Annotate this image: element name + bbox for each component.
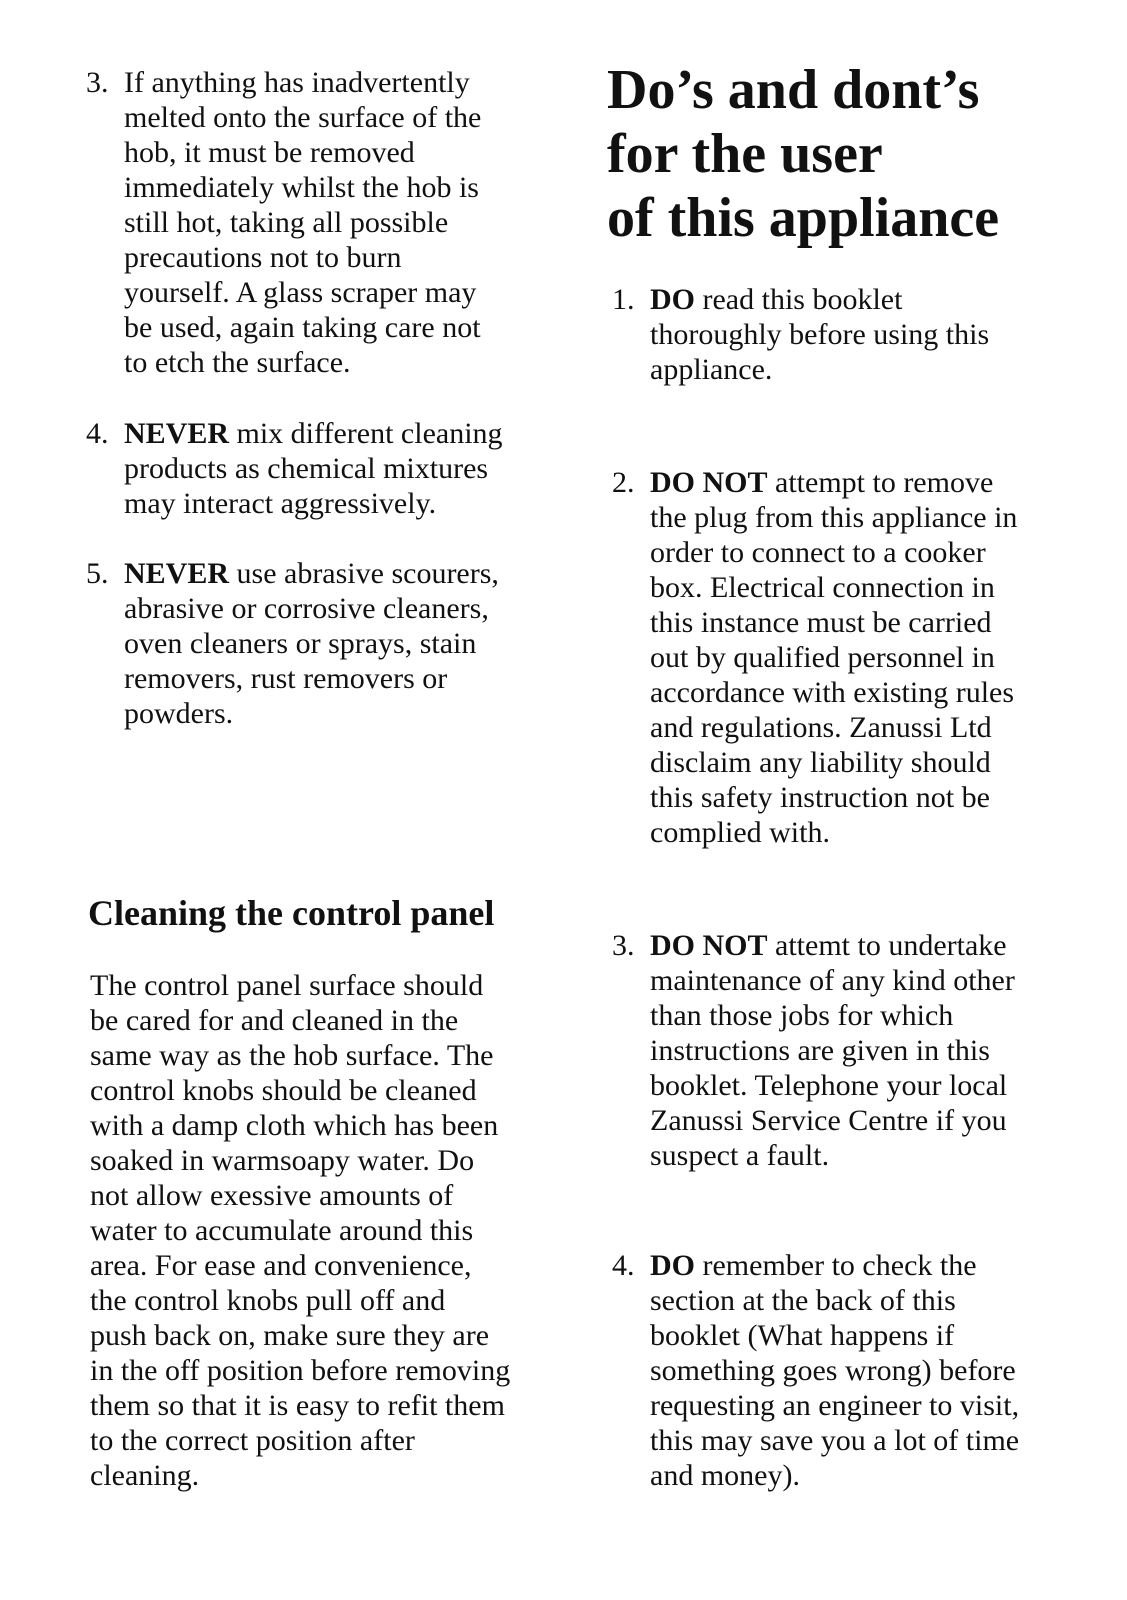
item-number: 3. [86, 66, 109, 99]
item-number: 2. [612, 466, 635, 499]
item-body [124, 416, 556, 521]
list-item-3-melted-residue [86, 65, 556, 380]
item-number: 4. [86, 417, 109, 450]
item-body [650, 282, 1082, 387]
item-text: use abrasive scourers, abrasive or corrosive cleaners, oven cleaners or sprays, stain removers, rust removers or powders. [124, 557, 499, 730]
item-body [650, 465, 1082, 850]
item-emphasis: DO [650, 283, 695, 316]
item-emphasis: DO NOT [650, 929, 768, 962]
item-number: 4. [612, 1249, 635, 1282]
item-text: attemt to undertake maintenance of any kind other than those jobs for which instructions are given in this booklet. Telephone your local Zanussi Service Centre if you suspect a fault. [650, 929, 1015, 1172]
item-number: 1. [612, 283, 635, 316]
list-item-2-do-not-remove-plug [612, 465, 1082, 850]
item-text: attempt to remove the plug from this appliance in order to connect to a cooker box. Electrical connection in this instance must be carried out by qualified personnel in accordance with existing rules and regulations. Zanussi Ltd disclaim any liability should this safety instruction not be complied with. [650, 466, 1018, 849]
item-body [650, 1248, 1082, 1493]
cleaning-paragraph: The control panel surface should be cared for and cleaned in the same way as the hob surface. The control knobs should be cleaned with a damp cloth which has been soaked in warmsoapy water. Do not allow exessive amounts of water to accumulate around this area. For ease and convenience, the control knobs pull off and push back on, make sure they are in the off position before removing them so that it is easy to refit them to the correct position after cleaning. [90, 969, 511, 1492]
item-body [650, 928, 1082, 1173]
item-number: 5. [86, 557, 109, 590]
item-emphasis: DO [650, 1249, 695, 1282]
list-item-4-never-mix [86, 416, 556, 521]
list-item-4-check-section [612, 1248, 1082, 1493]
list-item-5-never-abrasive [86, 556, 556, 731]
item-emphasis: NEVER [124, 417, 230, 450]
list-item-1-read-booklet [612, 282, 1082, 387]
item-emphasis: NEVER [124, 557, 230, 590]
item-text: remember to check the section at the back of this booklet (What happens if something goes wrong) before requesting an engineer to visit, this may save you a lot of time and money). [650, 1249, 1020, 1492]
list-item-3-do-not-maintain [612, 928, 1082, 1173]
section-heading-cleaning-control-panel: Cleaning the control panel [88, 893, 495, 933]
item-number: 3. [612, 929, 635, 962]
page-title: Do’s and dont’s for the user of this appliance [607, 59, 1000, 249]
item-body [124, 556, 556, 731]
item-text: mix different cleaning products as chemical mixtures may interact aggressively. [124, 417, 503, 520]
item-text: If anything has inadvertently melted onto the surface of the hob, it must be removed immediately whilst the hob is still hot, taking all possible precautions not to burn yourself. A glass scraper may be used, again taking care not to etch the surface. [124, 66, 482, 379]
item-emphasis: DO NOT [650, 466, 768, 499]
item-text: read this booklet thoroughly before using this appliance. [650, 283, 990, 386]
